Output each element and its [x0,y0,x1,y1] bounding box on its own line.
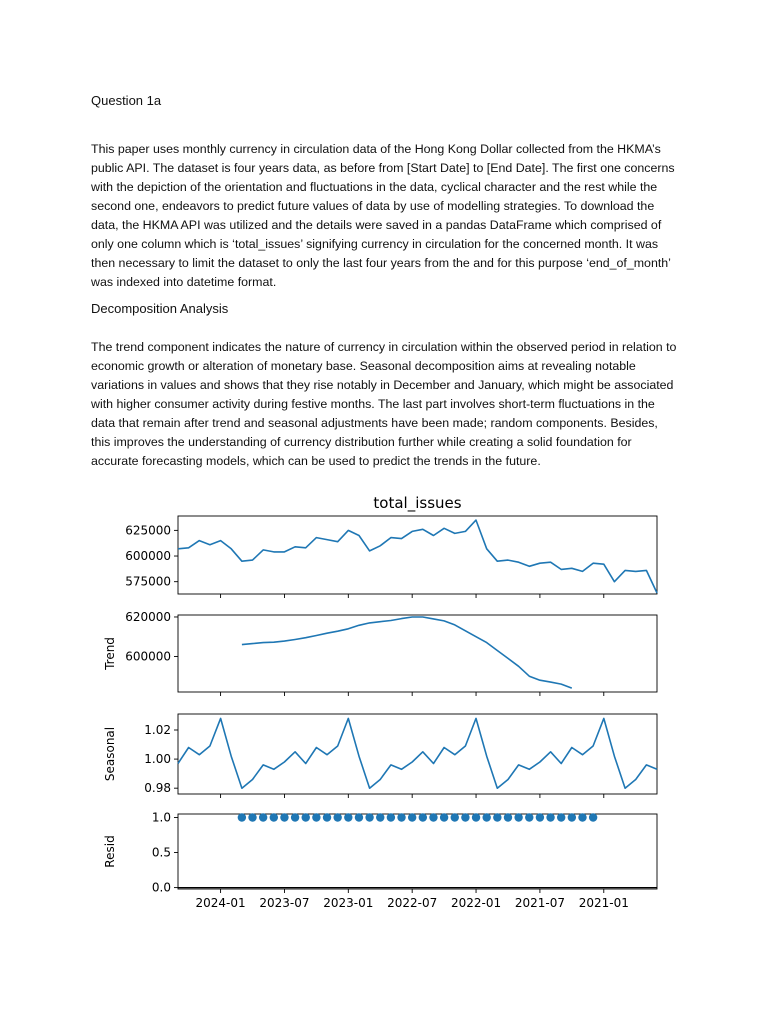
resid-point [397,813,405,821]
resid-point [376,813,384,821]
resid-point [472,813,480,821]
panel-frame [178,615,657,692]
x-tick-label: 2022-07 [387,896,438,910]
decomposition-paragraph: The trend component indicates the nature of currency in circulation within the observed period in relation to economic growth or alteration of monetary base. Seasonal decomposition aims at revealing notable variations in values and shows that they rise notably in December and January, which might be associated with higher consumer activity during festive months. The last part involves short-term fluctuations in the data that remain after trend and seasonal adjustments have been made; random components. Besides, this improves the understanding of currency distribution further while creating a solid foundation for accurate forecasting models, which can be used to predict the trends in the future. [91,340,677,468]
y-tick-label: 575000 [125,574,171,589]
panel-2 [103,610,657,696]
x-tick-label: 2022-01 [450,896,502,910]
series-line [178,520,657,593]
y-tick-label: 1.02 [144,723,171,737]
resid-point [451,813,459,821]
intro-paragraph: This paper uses monthly currency in circulation data of the Hong Kong Dollar collected from the HKMA’s public API. The dataset is four years data, as before from [Start Date] to [End Date]. The first one concerns with the depiction of the orientation and fluctuations in the data, cyclical character and the rest while the second one, endeavors to predict future values of data by use of modelling strategies. To download the data, the HKMA API was utilized and the details were saved in a pandas DataFrame which comprised of only one column which is ‘total_issues’ signifying currency in circulation for the concerned month. It was then necessary to limit the dataset to only the last four years from the and for this purpose ‘end_of_month’ was indexed into datetime format. [91,142,675,289]
y-tick-label: 600000 [125,549,171,564]
panel-frame [178,516,657,594]
resid-point [259,813,267,821]
question-heading: Question 1a [91,93,162,108]
resid-point [387,813,395,821]
resid-point [408,813,416,821]
x-tick-label: 2021-01 [578,896,629,910]
resid-point [536,813,544,821]
resid-point [302,813,310,821]
y-axis-label: Trend [103,637,117,670]
y-tick-label: 600000 [125,649,171,664]
resid-point [482,813,490,821]
x-tick-label: 2024-01 [195,896,246,910]
resid-point [238,813,246,821]
resid-point [557,813,565,821]
resid-point [270,813,278,821]
resid-point [248,813,256,821]
resid-point [291,813,299,821]
resid-point [493,813,501,821]
resid-point [578,813,586,821]
resid-point [461,813,469,821]
resid-point [365,813,373,821]
resid-point [546,813,554,821]
resid-point [568,813,576,821]
resid-point [344,813,352,821]
panel-4 [103,811,657,910]
resid-point [333,813,341,821]
chart-title: total_issues [373,494,462,512]
y-axis-label: Resid [103,835,117,868]
resid-point [525,813,533,821]
y-tick-label: 1.0 [151,810,171,825]
resid-point [419,813,427,821]
resid-point [440,813,448,821]
resid-point [280,813,288,821]
x-tick-label: 2023-07 [259,896,310,910]
y-tick-label: 0.98 [144,781,171,796]
y-axis-label: Seasonal [103,726,117,782]
resid-point [504,813,512,821]
panel-frame [178,814,657,889]
decomposition-chart [90,488,680,918]
resid-point [589,813,597,821]
x-tick-label: 2023-01 [323,896,374,910]
resid-point [323,813,331,821]
resid-point [355,813,363,821]
resid-point [429,813,437,821]
y-tick-label: 620000 [125,609,171,624]
y-tick-label: 0.5 [151,845,171,860]
resid-point [514,813,522,821]
x-tick-label: 2021-07 [514,896,565,910]
y-tick-label: 1.00 [144,752,171,767]
series-line [178,718,657,788]
resid-point [312,813,320,821]
panel-1 [125,494,657,598]
y-tick-label: 0.0 [151,880,171,895]
y-tick-label: 625000 [125,523,171,538]
series-line [242,617,572,688]
section-heading: Decomposition Analysis [91,301,229,316]
panel-3 [103,714,657,798]
decomposition-figure [90,488,680,918]
